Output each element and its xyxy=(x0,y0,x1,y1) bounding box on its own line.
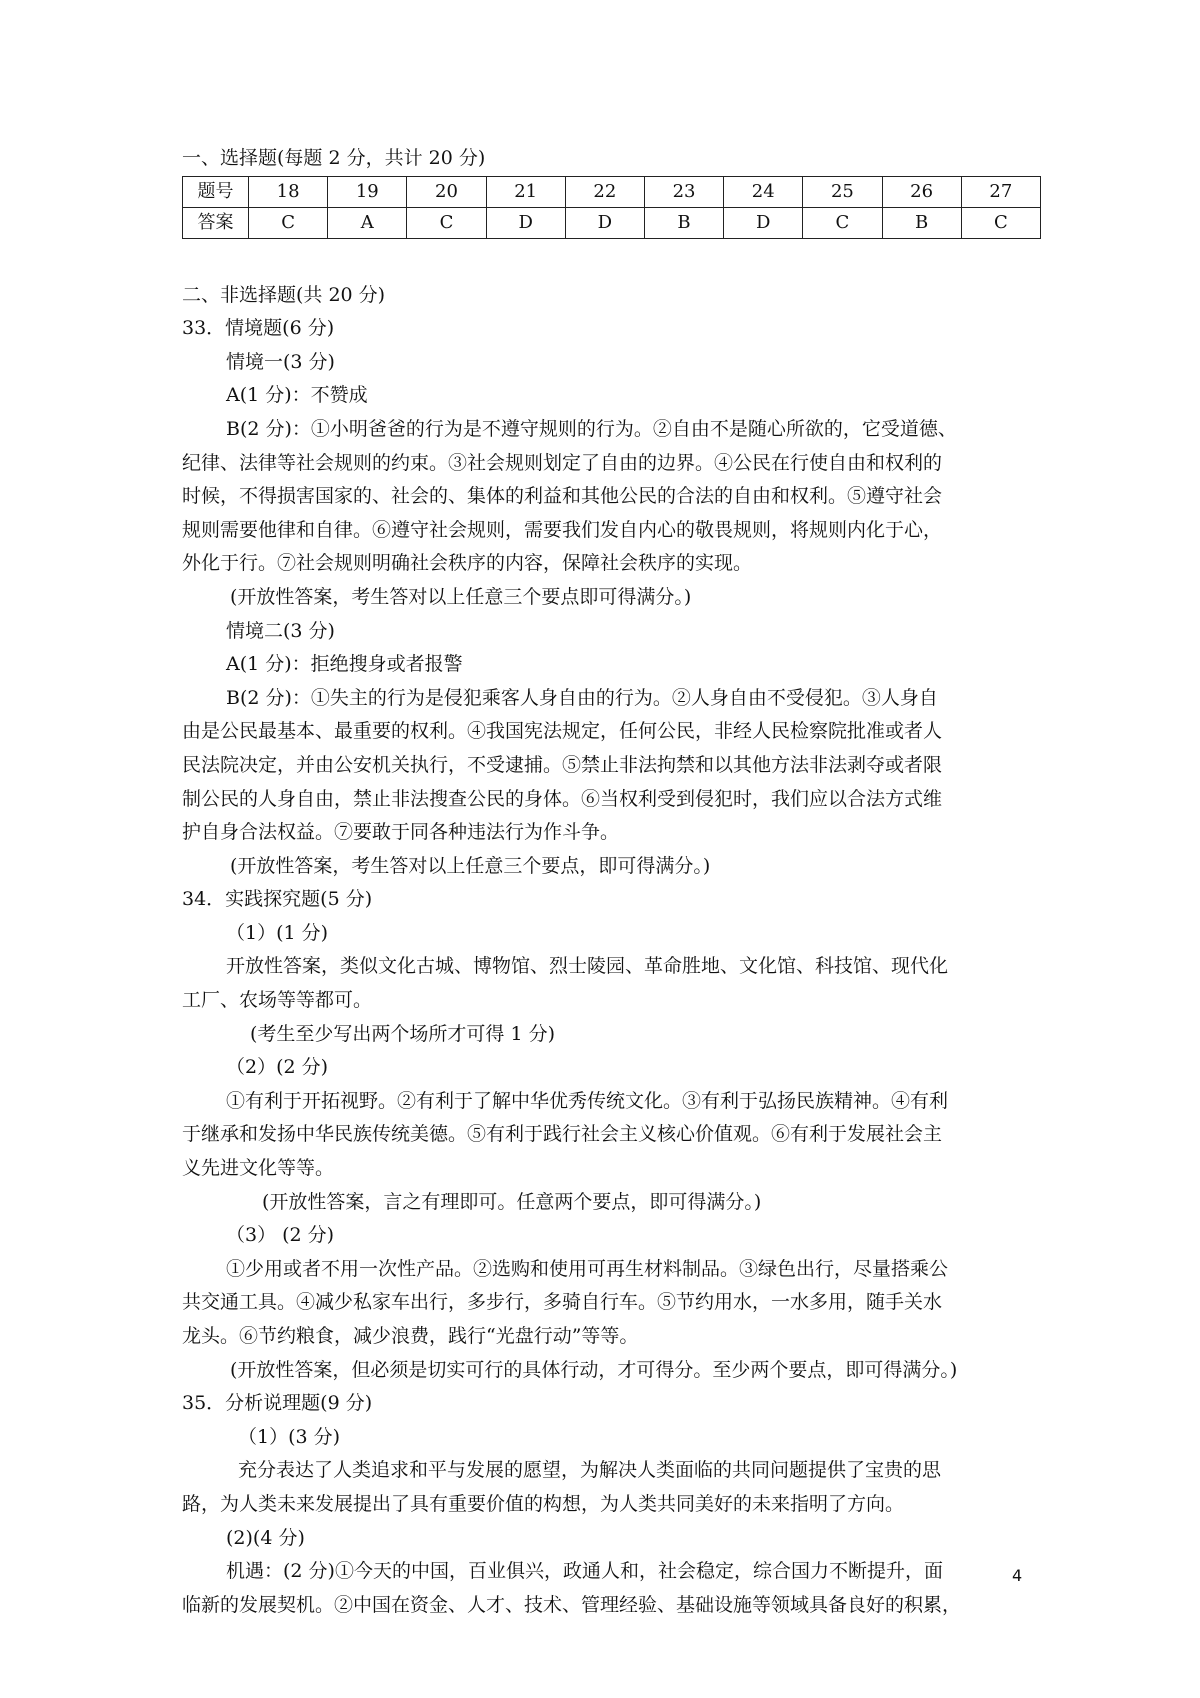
question-number-cell: 21 xyxy=(486,176,565,207)
text-line: （1）(1 分) xyxy=(226,921,329,944)
row-label-answer: 答案 xyxy=(183,207,249,238)
answer-cell: C xyxy=(407,207,486,238)
answer-cell: C xyxy=(961,207,1040,238)
text-line: (2)(4 分) xyxy=(226,1526,305,1549)
question-number-cell: 18 xyxy=(249,176,328,207)
text-line: (开放性答案，考生答对以上任意三个要点即可得满分。) xyxy=(230,585,692,608)
answer-cell: D xyxy=(565,207,644,238)
answer-cell: D xyxy=(486,207,565,238)
section-gap xyxy=(182,241,1042,279)
text-line: 护自身合法权益。⑦要敢于同各种违法行为作斗争。 xyxy=(182,821,620,844)
answer-cell: D xyxy=(724,207,803,238)
question-number-cell: 19 xyxy=(328,176,407,207)
text-line: 充分表达了人类追求和平与发展的愿望，为解决人类面临的共同问题提供了宝贵的思 xyxy=(238,1459,942,1482)
text-line: 外化于行。⑦社会规则明确社会秩序的内容，保障社会秩序的实现。 xyxy=(182,552,753,575)
text-line: 开放性答案，类似文化古城、博物馆、烈士陵园、革命胜地、文化馆、科技馆、现代化 xyxy=(226,955,949,978)
text-line: （3） (2 分) xyxy=(226,1224,335,1247)
text-line: 机遇：(2 分)①今天的中国，百业俱兴，政通人和，社会稳定，综合国力不断提升，面 xyxy=(226,1560,943,1583)
answer-key-content xyxy=(182,142,1042,1622)
text-line: ①有利于开拓视野。②有利于了解中华优秀传统文化。③有利于弘扬民族精神。④有利 xyxy=(226,1089,949,1112)
question-number-cell: 26 xyxy=(882,176,961,207)
answer-table-answer-row xyxy=(183,207,1041,238)
question-number-cell: 25 xyxy=(803,176,882,207)
text-line: 制公民的人身自由，禁止非法搜查公民的身体。⑥当权利受到侵犯时，我们应以合法方式维 xyxy=(182,787,943,810)
answer-cell: A xyxy=(328,207,407,238)
text-line: (考生至少写出两个场所才可得 1 分) xyxy=(250,1022,555,1045)
text-line: 路，为人类未来发展提出了具有重要价值的构想，为人类共同美好的未来指明了方向。 xyxy=(182,1492,905,1515)
text-line: （1）(3 分) xyxy=(238,1425,341,1448)
text-line: (开放性答案，但必须是切实可行的具体行动，才可得分。至少两个要点，即可得满分。) xyxy=(230,1358,958,1381)
answer-cell: C xyxy=(803,207,882,238)
question-number-cell: 24 xyxy=(724,176,803,207)
text-line: ①少用或者不用一次性产品。②选购和使用可再生材料制品。③绿色出行，尽量搭乘公 xyxy=(226,1257,949,1280)
text-line: (开放性答案，言之有理即可。任意两个要点，即可得满分。) xyxy=(262,1190,762,1213)
text-line: 纪律、法律等社会规则的约束。③社会规则划定了自由的边界。④公民在行使自由和权利的 xyxy=(182,451,943,474)
page-number: 4 xyxy=(1012,1566,1023,1585)
text-line: 民法院决定，并由公安机关执行，不受逮捕。⑤禁止非法拘禁和以其他方法非法剥夺或者限 xyxy=(182,753,943,776)
text-line: B(2 分)：①小明爸爸的行为是不遵守规则的行为。②自由不是随心所欲的，它受道德、 xyxy=(226,417,957,440)
text-line: 时候，不得损害国家的、社会的、集体的利益和其他公民的合法的自由和权利。⑤遵守社会 xyxy=(182,485,943,508)
text-line: 二、非选择题(共 20 分) xyxy=(182,283,386,306)
text-line: 工厂、农场等等都可。 xyxy=(182,989,373,1012)
text-line: 龙头。⑥节约粮食，减少浪费，践行“光盘行动”等等。 xyxy=(182,1325,639,1347)
section-1-title: 一、选择题(每题 2 分，共计 20 分) xyxy=(182,147,486,169)
text-line: (开放性答案，考生答对以上任意三个要点，即可得满分。) xyxy=(230,854,711,877)
text-line: 由是公民最基本、最重要的权利。④我国宪法规定，任何公民，非经人民检察院批准或者人 xyxy=(182,720,943,743)
text-line: 共交通工具。④减少私家车出行，多步行，多骑自行车。⑤节约用水，一水多用，随手关水 xyxy=(182,1291,943,1314)
text-line: 情境二(3 分) xyxy=(226,619,335,642)
question-number-cell: 27 xyxy=(961,176,1040,207)
text-line: 情境一(3 分) xyxy=(226,350,335,373)
text-line: A(1 分)：不赞成 xyxy=(226,384,368,407)
text-line: 35．分析说理题(9 分) xyxy=(182,1392,373,1415)
text-line: A(1 分)：拒绝搜身或者报警 xyxy=(226,653,463,676)
answer-table xyxy=(182,176,1041,239)
question-number-cell: 22 xyxy=(565,176,644,207)
question-number-cell: 20 xyxy=(407,176,486,207)
text-line: 义先进文化等等。 xyxy=(182,1157,335,1180)
answer-cell: C xyxy=(249,207,328,238)
text-line: 临新的发展契机。②中国在资金、人才、技术、管理经验、基础设施等领域具备良好的积累， xyxy=(182,1593,962,1616)
text-line: 规则需要他律和自律。⑥遵守社会规则，需要我们发自内心的敬畏规则，将规则内化于心， xyxy=(182,518,943,541)
row-label-number: 题号 xyxy=(183,176,249,207)
text-line: 于继承和发扬中华民族传统美德。⑤有利于践行社会主义核心价值观。⑥有利于发展社会主 xyxy=(182,1123,943,1146)
answer-lines xyxy=(182,279,1042,1623)
answer-cell: B xyxy=(644,207,723,238)
answer-table-number-row xyxy=(183,176,1041,207)
question-number-cell: 23 xyxy=(644,176,723,207)
text-line: B(2 分)：①失主的行为是侵犯乘客人身自由的行为。②人身自由不受侵犯。③人身自 xyxy=(226,686,938,709)
text-line: （2）(2 分) xyxy=(226,1056,329,1079)
text-line: 33．情境题(6 分) xyxy=(182,317,335,340)
answer-cell: B xyxy=(882,207,961,238)
text-line: 34．实践探究题(5 分) xyxy=(182,888,373,911)
